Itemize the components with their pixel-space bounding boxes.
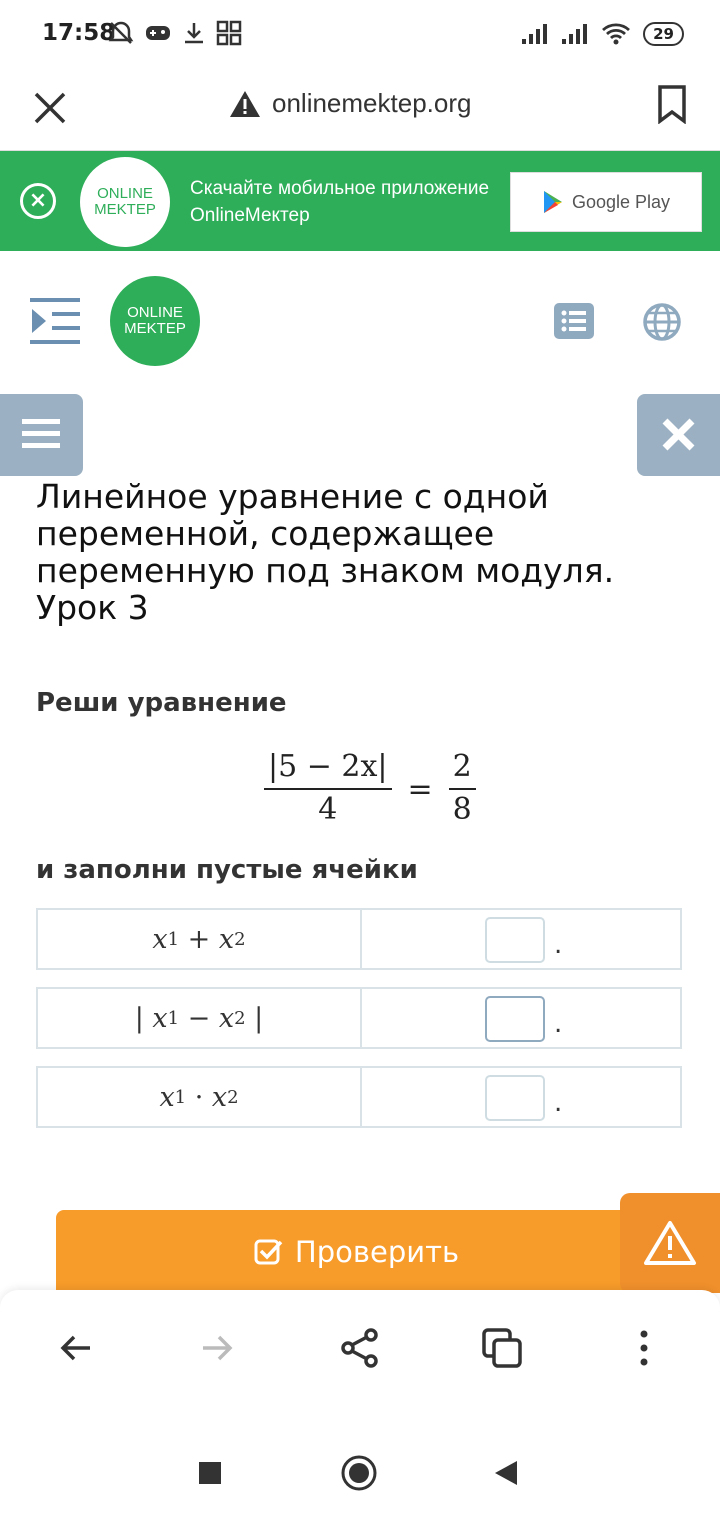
expr-sub-b: 2	[227, 1086, 239, 1108]
expr-var-a: x	[159, 1081, 175, 1113]
rhs-denominator: 8	[452, 792, 472, 827]
checkbox-checked-icon	[253, 1237, 283, 1267]
check-button-label: Проверить	[294, 1235, 460, 1269]
answer-cell	[362, 910, 680, 968]
url-text: onlinemektep.org	[272, 88, 472, 118]
google-play-button[interactable]	[510, 172, 702, 232]
app-download-banner	[0, 151, 720, 251]
site-logo[interactable]	[110, 276, 200, 366]
globe-icon[interactable]	[642, 302, 682, 342]
warning-icon	[228, 89, 262, 119]
lesson-title: Линейное уравнение с одной переменной, содержащее переменную под знаком модуля. Урок 3	[36, 477, 615, 627]
share-button[interactable]	[337, 1325, 383, 1371]
status-bar	[0, 0, 720, 70]
close-tab-icon[interactable]	[30, 88, 70, 128]
expr-sub-a: 1	[167, 928, 180, 950]
expr-operator: +	[179, 923, 219, 955]
warning-triangle-icon	[643, 1219, 697, 1267]
fill-instruction: и заполни пустые ячейки	[36, 855, 418, 885]
side-close-button[interactable]	[637, 394, 720, 476]
list-view-icon[interactable]	[554, 303, 594, 339]
side-menu-button[interactable]	[0, 394, 83, 476]
close-icon	[637, 394, 720, 476]
row-expression	[38, 1068, 362, 1126]
expr-var-a: x	[152, 923, 168, 955]
game-controller-icon	[144, 20, 172, 46]
rhs-fraction	[449, 750, 476, 828]
answer-input-product[interactable]	[485, 1075, 545, 1121]
expr-var-b: x	[218, 923, 235, 955]
more-vertical-icon	[634, 1328, 654, 1368]
apps-icon	[216, 20, 242, 46]
expr-sub-b: 2	[234, 1007, 246, 1029]
indent-menu-icon[interactable]	[30, 296, 80, 346]
row-expression	[38, 910, 362, 968]
answer-suffix: .	[554, 930, 563, 960]
answer-row-sum	[36, 908, 682, 970]
banner-close-button[interactable]: ×	[20, 183, 56, 219]
site-logo-line1: ONLINE	[127, 304, 183, 321]
bookmark-icon[interactable]	[656, 84, 688, 124]
expr-var-b: x	[218, 1002, 235, 1034]
recents-square-icon[interactable]	[199, 1462, 221, 1484]
expr-operator: ·	[186, 1081, 212, 1113]
share-icon	[339, 1327, 381, 1369]
download-icon	[182, 20, 206, 46]
expr-post: |	[245, 1002, 264, 1034]
answer-input-abs-diff[interactable]	[485, 996, 545, 1042]
expr-sub-b: 2	[234, 928, 246, 950]
answer-cell	[362, 989, 680, 1047]
arrow-left-icon	[56, 1328, 96, 1368]
google-play-label: Google Play	[571, 191, 671, 212]
site-logo-line2: MEKTEP	[124, 320, 186, 337]
expr-sub-a: 1	[167, 1007, 180, 1029]
tabs-button[interactable]	[479, 1325, 525, 1371]
answer-suffix: .	[554, 1088, 563, 1118]
more-options-button[interactable]	[621, 1325, 667, 1371]
equation	[264, 750, 476, 828]
status-time: 17:58	[42, 20, 116, 46]
banner-text: Скачайте мобильное приложение OnlineМектер	[190, 178, 490, 226]
task-label: Реши уравнение	[36, 688, 287, 718]
forward-button[interactable]	[194, 1325, 240, 1371]
lhs-fraction	[264, 750, 392, 828]
check-button[interactable]	[56, 1210, 656, 1294]
lhs-numerator: |5 − 2x|	[264, 750, 392, 790]
back-button[interactable]	[53, 1325, 99, 1371]
signal-icon-2	[561, 23, 589, 45]
rhs-numerator: 2	[449, 750, 476, 790]
answer-row-product	[36, 1066, 682, 1128]
arrow-right-icon	[197, 1328, 237, 1368]
report-problem-button[interactable]	[620, 1193, 720, 1293]
expr-var-b: x	[211, 1081, 228, 1113]
banner-logo	[80, 157, 170, 247]
answer-input-sum[interactable]	[485, 917, 545, 963]
banner-logo-line1: ONLINE	[97, 185, 153, 202]
banner-logo-line2: MEKTEP	[94, 201, 156, 218]
equals-sign: =	[407, 771, 433, 807]
status-system-icons	[521, 22, 684, 46]
signal-icon	[521, 23, 549, 45]
expr-var-a: x	[152, 1002, 168, 1034]
expr-pre: |	[134, 1002, 153, 1034]
status-notification-icons	[108, 20, 242, 46]
lhs-denominator: 4	[318, 792, 338, 827]
browser-url-bar	[0, 70, 720, 151]
wifi-icon	[601, 22, 631, 46]
expr-sub-a: 1	[174, 1086, 187, 1108]
answer-row-abs-diff	[36, 987, 682, 1049]
hamburger-icon	[0, 394, 83, 476]
tabs-icon	[481, 1327, 523, 1369]
mute-alarm-icon	[108, 20, 134, 46]
expr-operator: −	[179, 1002, 219, 1034]
answer-suffix: .	[554, 1009, 563, 1039]
row-expression	[38, 989, 362, 1047]
google-play-icon	[542, 190, 564, 214]
back-triangle-icon[interactable]	[493, 1459, 519, 1487]
home-circle-icon[interactable]	[341, 1455, 377, 1491]
answer-cell	[362, 1068, 680, 1126]
battery-indicator: 29	[643, 22, 684, 46]
url-display[interactable]	[228, 88, 471, 119]
